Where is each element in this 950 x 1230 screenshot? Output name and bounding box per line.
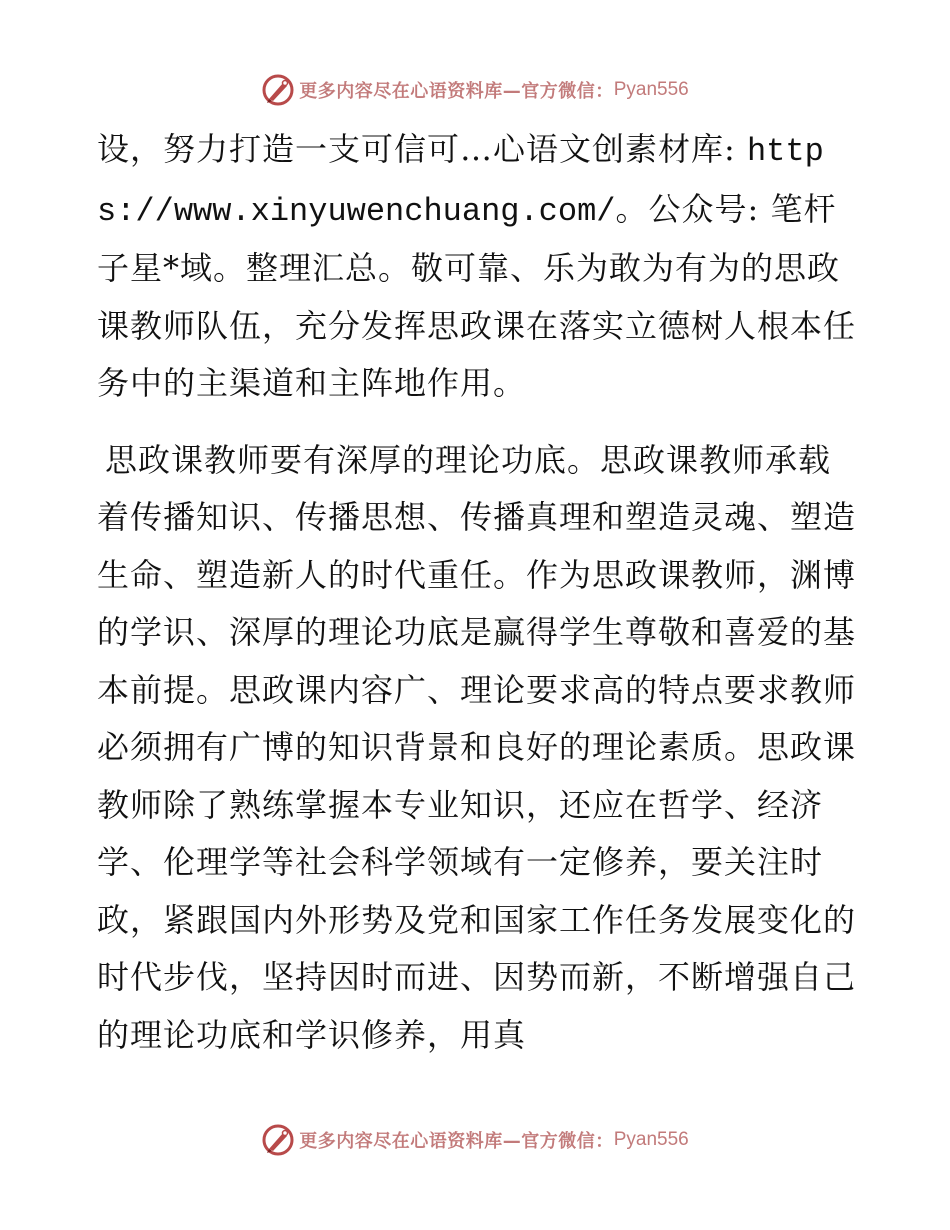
pen-logo-icon [261,73,295,107]
header-banner-text: 更多内容尽在心语资料库—官方微信： [299,81,614,102]
header-banner [0,70,950,110]
paragraph-1 [97,121,857,413]
paragraph-1-text-a: 设，努力打造一支可信可…心语文创素材库: [97,130,747,168]
footer-banner-text: 更多内容尽在心语资料库—官方微信： [299,1131,614,1152]
header-banner-id: Pyan556 [613,79,689,100]
document-body [97,121,857,1064]
website-url: https://www.xinyuwenchuang.com/ [97,133,824,230]
footer-banner [0,1120,950,1160]
paragraph-2: 思政课教师要有深厚的理论功底。思政课教师承载着传播知识、传播思想、传播真理和塑造灵魂、塑造生命、塑造新人的时代重任。作为思政课教师，渊博的学识、深厚的理论功底是赢得学生尊敬和喜爱的基本前提。思政课内容广、理论要求高的特点要求教师必须拥有广博的知识背景和良好的理论素质。思政课教师除了熟练掌握本专业知识，还应在哲学、经济学、伦理学等社会科学领域有一定修养，要关注时政，紧跟国内外形势及党和国家工作任务发展变化的时代步伐，坚持因时而进、因势而新，不断增强自己的理论功底和学识修养，用真 [97,440,857,1054]
paragraph-1-text-b: 。公众号: 笔杆子星*域。整理汇总。敬可靠、乐为敢为有为的思政课教师队伍，充分发挥思政课在落实立德树人根本任务中的主渠道和主阵地作用。 [97,189,857,402]
footer-banner-id: Pyan556 [613,1129,689,1150]
pen-logo-icon [261,1123,295,1157]
